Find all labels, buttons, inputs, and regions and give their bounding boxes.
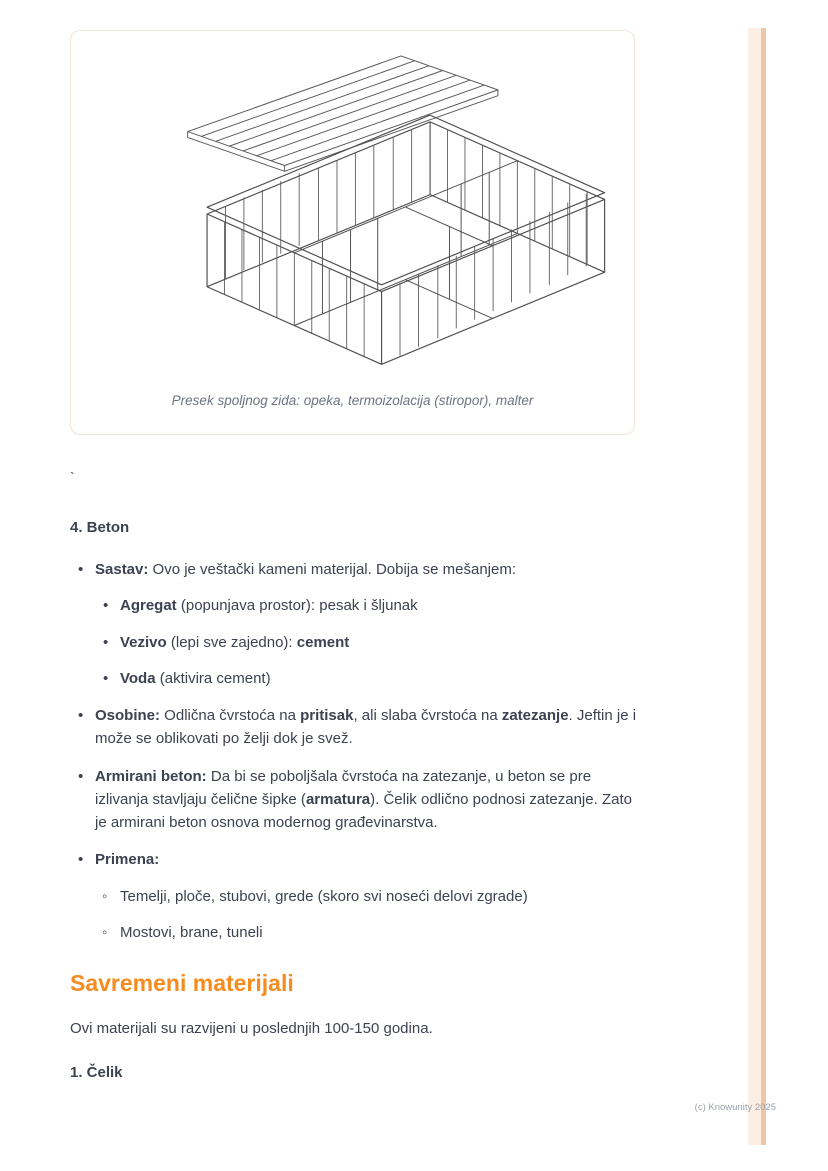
list-item-text-bold: armatura (305, 790, 371, 808)
list-item-text: (popunjava prostor): pesak i šljunak (176, 597, 418, 615)
list-item-sastav (70, 558, 647, 690)
list-item-text-bold: Osobine: (95, 707, 161, 724)
sastav-sublist (95, 594, 647, 690)
list-item-text: ). Čelik odlično podnosi zatezanje. Zato je armirani beton osnova modernog građevinarstva. (95, 790, 632, 831)
list-item-text: (lepi sve zajedno): (166, 633, 297, 651)
list-item-text-bold: Vezivo (120, 633, 167, 651)
list-item-text: . Jeftin je i može se oblikovati po želji dok je svež. (95, 707, 637, 748)
list-item: ◦ Mostovi, brane, tuneli (95, 921, 647, 944)
roof-panel (188, 56, 498, 171)
list-item-text: Ovo je veštački kameni materijal. Dobija se mešanjem: (148, 561, 517, 578)
stray-backtick: ` (70, 469, 75, 485)
list-item-text-bold: Sastav: (95, 561, 149, 578)
list-item: ◦ Temelji, ploče, stubovi, grede (skoro svi noseći delovi zgrade) (95, 885, 647, 908)
list-item-text-bold: Primena: (95, 851, 160, 869)
primena-sublist (95, 885, 647, 945)
list-item-voda (95, 667, 647, 690)
page-edge-stripe-line (761, 28, 766, 1145)
list-item-osobine (70, 704, 647, 751)
section-heading-beton: 4. Beton (70, 519, 130, 536)
list-item-text-bold: Voda (120, 669, 156, 687)
list-item-armirani (70, 765, 647, 835)
list-item-text-bold: zatezanje (501, 707, 569, 724)
list-item-text-bold: Armirani beton: (95, 767, 207, 785)
figure-caption: Presek spoljnog zida: opeka, termoizolacija (stiropor), malter (171, 393, 534, 408)
beton-list (70, 558, 647, 944)
figure-card (70, 30, 635, 435)
list-item-vezivo (95, 631, 647, 654)
list-item-text-bold: Agregat (120, 597, 177, 615)
list-item-text-bold: pritisak (300, 707, 354, 724)
list-item-text: Odlična čvrstoća na (160, 707, 301, 724)
page-edge-stripe (748, 28, 766, 1145)
list-item-text: , ali slaba čvrstoća na (353, 707, 502, 724)
document-page (70, 30, 647, 1081)
list-item-text-bold: cement (296, 633, 350, 651)
sub-heading-celik: 1. Čelik (70, 1064, 123, 1082)
list-item-agregat (95, 594, 647, 617)
house-frame-drawing (81, 41, 624, 387)
section-heading-savremeni: Savremeni materijali (70, 970, 294, 996)
list-item-text: (aktivira cement) (155, 669, 271, 687)
list-item-text: Da bi se poboljšala čvrstoća na zatezanje, u beton se pre izlivanja stavljaju čelične šipke ( (95, 767, 592, 808)
copyright: (c) Knowunity 2025 (694, 1102, 776, 1113)
list-item-primena (70, 848, 647, 944)
savremeni-intro: Ovi materijali su razvijeni u poslednjih 100-150 godina. (70, 1020, 433, 1037)
